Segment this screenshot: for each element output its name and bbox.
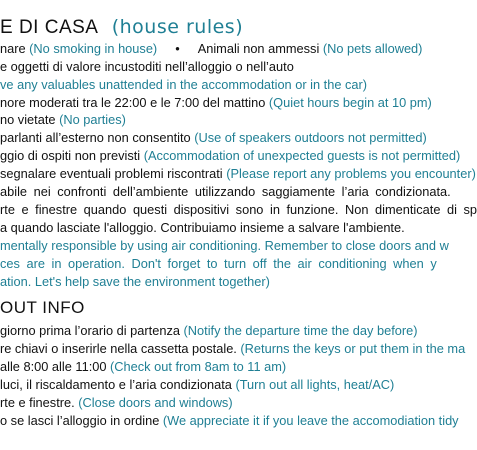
checkout-en: (Close doors and windows) bbox=[78, 395, 233, 410]
rule-line-4 bbox=[0, 95, 432, 111]
rule-line-13 bbox=[0, 256, 437, 272]
rule-line-1 bbox=[0, 41, 422, 57]
rule-line-10 bbox=[0, 202, 477, 218]
rule-it: abile nei confronti dell’ambiente utilizzando saggiamente l’aria condizionata. bbox=[0, 184, 451, 199]
house-rules-title bbox=[0, 16, 243, 39]
checkout-en: (Turn out all lights, heat/AC) bbox=[235, 377, 395, 392]
rule-en: (Please report any problems you encounter) bbox=[226, 166, 476, 181]
rule-it: a quando lasciate l'alloggio. Contribuiamo insieme a salvare l'ambiente. bbox=[0, 220, 405, 235]
house-rules-title-it: E DI CASA bbox=[0, 17, 99, 38]
checkout-it: o se lasci l’alloggio in ordine bbox=[0, 413, 163, 428]
checkout-en: (Returns the keys or put them in the ma bbox=[240, 341, 466, 356]
rule-line-8 bbox=[0, 166, 476, 182]
checkout-en: (Check out from 8am to 11 am) bbox=[110, 359, 287, 374]
rule-en: (Use of speakers outdoors not permitted) bbox=[194, 130, 427, 145]
rule-it: parlanti all’esterno non consentito bbox=[0, 130, 195, 145]
rule-line-12 bbox=[0, 238, 449, 254]
rule-en: ation. Let's help save the environment together) bbox=[0, 274, 270, 289]
rule-line-6 bbox=[0, 130, 427, 146]
rule-en: mentally responsible by using air conditioning. Remember to close doors and w bbox=[0, 238, 449, 253]
rule-it: ggio di ospiti non previsti bbox=[0, 148, 144, 163]
checkout-line-6 bbox=[0, 413, 459, 429]
rule-it-2: Animali non ammessi bbox=[197, 41, 323, 56]
checkout-it: re chiavi o inserirle nella cassetta postale. bbox=[0, 341, 241, 356]
rule-line-9 bbox=[0, 184, 451, 200]
rule-line-5 bbox=[0, 112, 126, 128]
rule-it: nare bbox=[0, 41, 30, 56]
checkout-line-5 bbox=[0, 395, 233, 411]
rule-it: no vietate bbox=[0, 112, 60, 127]
checkout-en: (Notify the departure time the day before) bbox=[183, 323, 418, 338]
checkout-line-3 bbox=[0, 359, 286, 375]
checkout-title bbox=[0, 298, 85, 318]
checkout-line-1 bbox=[0, 323, 418, 339]
checkout-it: rte e finestre. bbox=[0, 395, 79, 410]
rule-line-3 bbox=[0, 77, 367, 93]
rule-en: (No smoking in house) bbox=[29, 41, 158, 56]
rule-it: e oggetti di valore incustoditi nell’alloggio o nell’auto bbox=[0, 59, 294, 74]
rule-en-2: (No pets allowed) bbox=[322, 41, 423, 56]
rule-line-7 bbox=[0, 148, 460, 164]
checkout-en: (We appreciate it if you leave the accomodiation tidy bbox=[162, 413, 459, 428]
rule-en: ve any valuables unattended in the accommodation or in the car) bbox=[0, 77, 368, 92]
rule-en: (No parties) bbox=[59, 112, 126, 127]
rule-line-14 bbox=[0, 274, 270, 290]
rule-it: nore moderati tra le 22:00 e le 7:00 del mattino bbox=[0, 95, 269, 110]
rule-line-2 bbox=[0, 59, 294, 75]
rule-en: (Quiet hours begin at 10 pm) bbox=[268, 95, 432, 110]
rule-en: (Accommodation of unexpected guests is not permitted) bbox=[143, 148, 461, 163]
rule-it: segnalare eventuali problemi riscontrati bbox=[0, 166, 227, 181]
rule-en: ces are in operation. Don't forget to turn off the air conditioning when y bbox=[0, 256, 437, 271]
checkout-it: luci, il riscaldamento e l’aria condizionata bbox=[0, 377, 236, 392]
rule-it: rte e finestre quando questi dispositivi sono in funzione. Non dimenticate di sp bbox=[0, 202, 477, 217]
house-rules-title-en: (house rules) bbox=[111, 16, 244, 38]
checkout-it: alle 8:00 alle 11:00 bbox=[0, 359, 111, 374]
rule-line-11 bbox=[0, 220, 405, 236]
checkout-line-2 bbox=[0, 341, 465, 357]
checkout-line-4 bbox=[0, 377, 394, 393]
bullet-icon: • bbox=[175, 41, 180, 56]
checkout-it: giorno prima l’orario di partenza bbox=[0, 323, 184, 338]
checkout-title-text: OUT INFO bbox=[0, 298, 85, 317]
